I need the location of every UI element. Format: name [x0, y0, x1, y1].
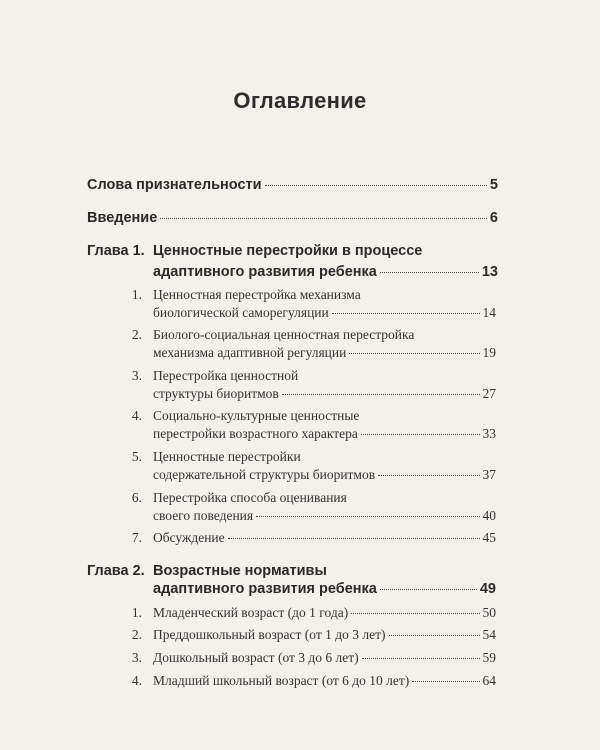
section-page: 54: [482, 627, 496, 642]
section-title-line1: Ценностные перестройки: [153, 449, 301, 464]
section-number: 1.: [131, 287, 142, 302]
toc-entry-page: 6: [489, 210, 498, 226]
section-title-line1: Перестройка способа оценивания: [153, 490, 347, 505]
section-page: 40: [482, 508, 496, 523]
toc-entry-section[interactable]: [153, 673, 496, 689]
toc-entry-section[interactable]: [153, 530, 496, 546]
dot-leader: [380, 589, 477, 590]
toc-entry-section[interactable]: [153, 345, 496, 361]
toc-entry-page: 13: [481, 264, 498, 280]
toc-entry-section[interactable]: [153, 305, 496, 321]
page-title: Оглавление: [233, 88, 367, 113]
section-title-line1: Социально-культурные ценностные: [153, 408, 360, 423]
chapter-1-label: Глава 1.: [87, 243, 145, 259]
chapter-2-label: Глава 2.: [87, 563, 145, 579]
section-title-line2: перестройки возрастного характера: [153, 426, 358, 441]
section-number: 5.: [131, 449, 142, 464]
dot-leader: [380, 272, 479, 273]
section-title-line1: Обсуждение: [153, 530, 225, 545]
section-page: 50: [482, 605, 496, 620]
toc-entry-acknowledgements[interactable]: [87, 177, 498, 193]
section-page: 37: [482, 467, 496, 482]
dot-leader: [265, 185, 487, 186]
chapter-2-title-line1: Возрастные нормативы: [153, 563, 327, 579]
section-page: 33: [482, 426, 496, 441]
toc-entry-title: Введение: [87, 210, 158, 226]
section-title: Дошкольный возраст (от 3 до 6 лет): [153, 650, 359, 665]
section-number: 6.: [131, 490, 142, 505]
section-title-line2: механизма адаптивной регуляции: [153, 345, 347, 360]
dot-leader: [378, 475, 479, 476]
dot-leader: [332, 313, 480, 314]
section-page: 19: [482, 345, 496, 360]
toc-entry-introduction[interactable]: [87, 210, 498, 226]
section-title: Младенческий возраст (до 1 года): [153, 605, 349, 620]
section-title-line1: Биолого-социальная ценностная перестройка: [153, 327, 415, 342]
section-page: 14: [482, 305, 496, 320]
section-title: Преддошкольный возраст (от 1 до 3 лет): [153, 627, 386, 642]
section-title-line2: структуры биоритмов: [153, 386, 279, 401]
chapter-2-title-line2: адаптивного развития ребенка: [153, 581, 377, 597]
toc-entry-section[interactable]: [153, 467, 496, 483]
chapter-1-title-line1: Ценностные перестройки в процессе: [153, 243, 423, 259]
toc-entry-title: Слова признательности: [87, 177, 262, 193]
dot-leader: [351, 613, 479, 614]
section-page: 64: [482, 673, 496, 688]
section-title-line2: своего поведения: [153, 508, 254, 523]
toc-entry-chapter-2[interactable]: [153, 581, 496, 597]
section-title-line2: содержательной структуры биоритмов: [153, 467, 376, 482]
dot-leader: [389, 635, 480, 636]
section-page: 27: [482, 386, 496, 401]
section-title: Младший школьный возраст (от 6 до 10 лет): [153, 673, 410, 688]
dot-leader: [160, 218, 487, 219]
section-number: 3.: [131, 368, 142, 383]
section-number: 4.: [131, 673, 142, 688]
dot-leader: [256, 516, 479, 517]
toc-entry-section[interactable]: [153, 650, 496, 666]
section-page: 45: [482, 530, 496, 545]
section-page: 59: [482, 650, 496, 665]
section-title-line2: биологической саморегуляции: [153, 305, 329, 320]
chapter-1-title-line2: адаптивного развития ребенка: [153, 264, 377, 280]
toc-entry-page: 5: [489, 177, 498, 193]
dot-leader: [412, 681, 479, 682]
toc-entry-section[interactable]: [153, 627, 496, 643]
section-title-line1: Перестройка ценностной: [153, 368, 299, 383]
section-number: 2.: [131, 627, 142, 642]
dot-leader: [361, 434, 480, 435]
section-number: 1.: [131, 605, 142, 620]
dot-leader: [228, 538, 480, 539]
section-number: 7.: [131, 530, 142, 545]
section-number: 4.: [131, 408, 142, 423]
section-title-line1: Ценностная перестройка механизма: [153, 287, 361, 302]
toc-entry-section[interactable]: [153, 386, 496, 402]
toc-entry-chapter-1[interactable]: [153, 264, 498, 280]
toc-entry-page: 49: [479, 581, 496, 597]
dot-leader: [282, 394, 480, 395]
section-number: 2.: [131, 327, 142, 342]
dot-leader: [362, 658, 480, 659]
toc-entry-section[interactable]: [153, 605, 496, 621]
dot-leader: [349, 353, 479, 354]
toc-entry-section[interactable]: [153, 508, 496, 524]
section-number: 3.: [131, 650, 142, 665]
toc-entry-section[interactable]: [153, 426, 496, 442]
